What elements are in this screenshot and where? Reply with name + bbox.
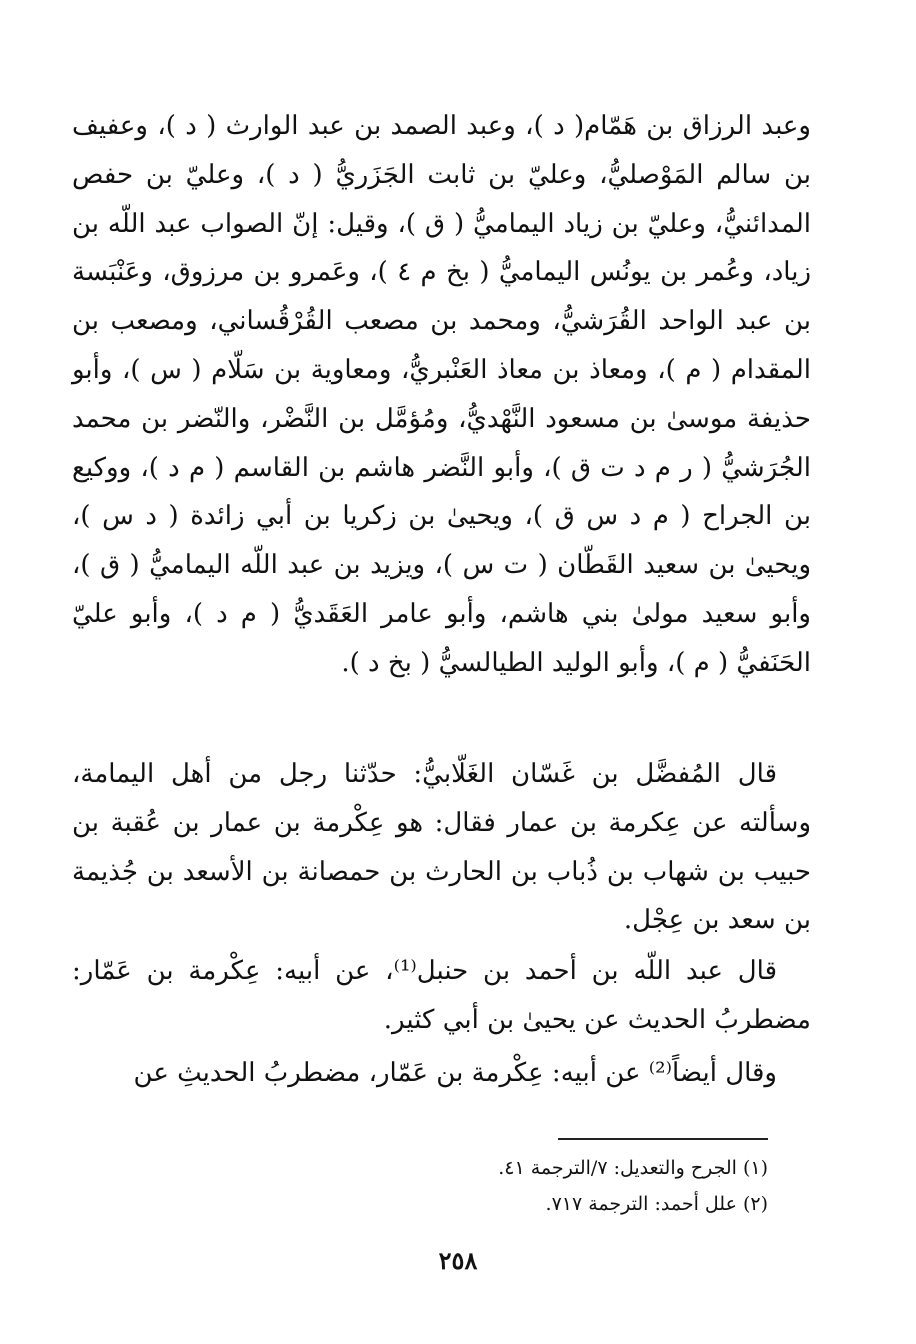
footnotes	[118, 1150, 768, 1222]
page-number: ٢٥٨	[438, 1246, 478, 1275]
footnote-2: (٢) علل أحمد: الترجمة ٧١٧.	[545, 1193, 768, 1215]
footnote-divider	[558, 1138, 768, 1140]
paragraph-narrators-list: وعبد الرزاق بن هَمّام( د )، وعبد الصمد بن عبد الوارث ( د )، وعفيف بن سالم المَوْصليُّ، وعليّ بن ثابت الجَزَريُّ ( د )، وعليّ بن حفص المدائنيُّ، وعليّ بن زياد اليماميُّ ( ق )، وقيل: إنّ الصواب عبد اللّه بن زياد، وعُمر بن يونُس اليماميُّ ( بخ م ٤ )، وعَمرو بن مرزوق، وعَنْبَسة بن عبد الواحد القُرَشيُّ، ومحمد بن مصعب القُرْقُساني، ومصعب بن المقدام ( م )، ومعاذ بن معاذ العَنْبريُّ، ومعاوية بن سَلّام ( س )، وأبو حذيفة موسىٰ بن مسعود النَّهْديُّ، ومُؤمَّل بن النَّضْر، والنّضر بن محمد الجُرَشيُّ ( ر م د ت ق )، وأبو النَّضر هاشم بن القاسم ( م د )، ووكيع بن الجراح ( م د س ق )، ويحيىٰ بن زكريا بن أبي زائدة ( د س )، ويحيىٰ بن سعيد القَطّان ( ت س )، ويزيد بن عبد اللّه اليماميُّ ( ق )، وأبو سعيد مولىٰ بني هاشم، وأبو عامر العَقَديُّ ( م د )، وأبو عليّ الحَنَفيُّ ( م )، وأبو الوليد الطيالسيُّ ( بخ د ).	[72, 111, 811, 678]
paragraph-also-quote: وقال أيضاً⁽²⁾ عن أبيه: عِكْرمة بن عَمّار، مضطربُ الحديثِ عن	[133, 1058, 777, 1088]
paragraph-mufaddal-quote: قال المُفضَّل بن غَسّان الغَلّابيُّ: حدّثنا رجل من أهل اليمامة، وسألته عن عِكرمة بن عمار فقال: هو عِكْرمة بن عمار بن عُقبة بن حبيب بن شهاب بن ذُباب بن الحارث بن حمصانة بن الأسعد بن جُذيمة بن سعد بن عِجْل.	[72, 759, 811, 936]
footnote-1: (١) الجرح والتعديل: ٧/الترجمة ٤١.	[498, 1157, 768, 1179]
paragraph-abdullah-ahmad-quote: قال عبد اللّه بن أحمد بن حنبل⁽¹⁾، عن أبيه: عِكْرمة بن عَمّار: مضطربُ الحديث عن يحيىٰ بن أبي كثير.	[72, 956, 811, 1035]
